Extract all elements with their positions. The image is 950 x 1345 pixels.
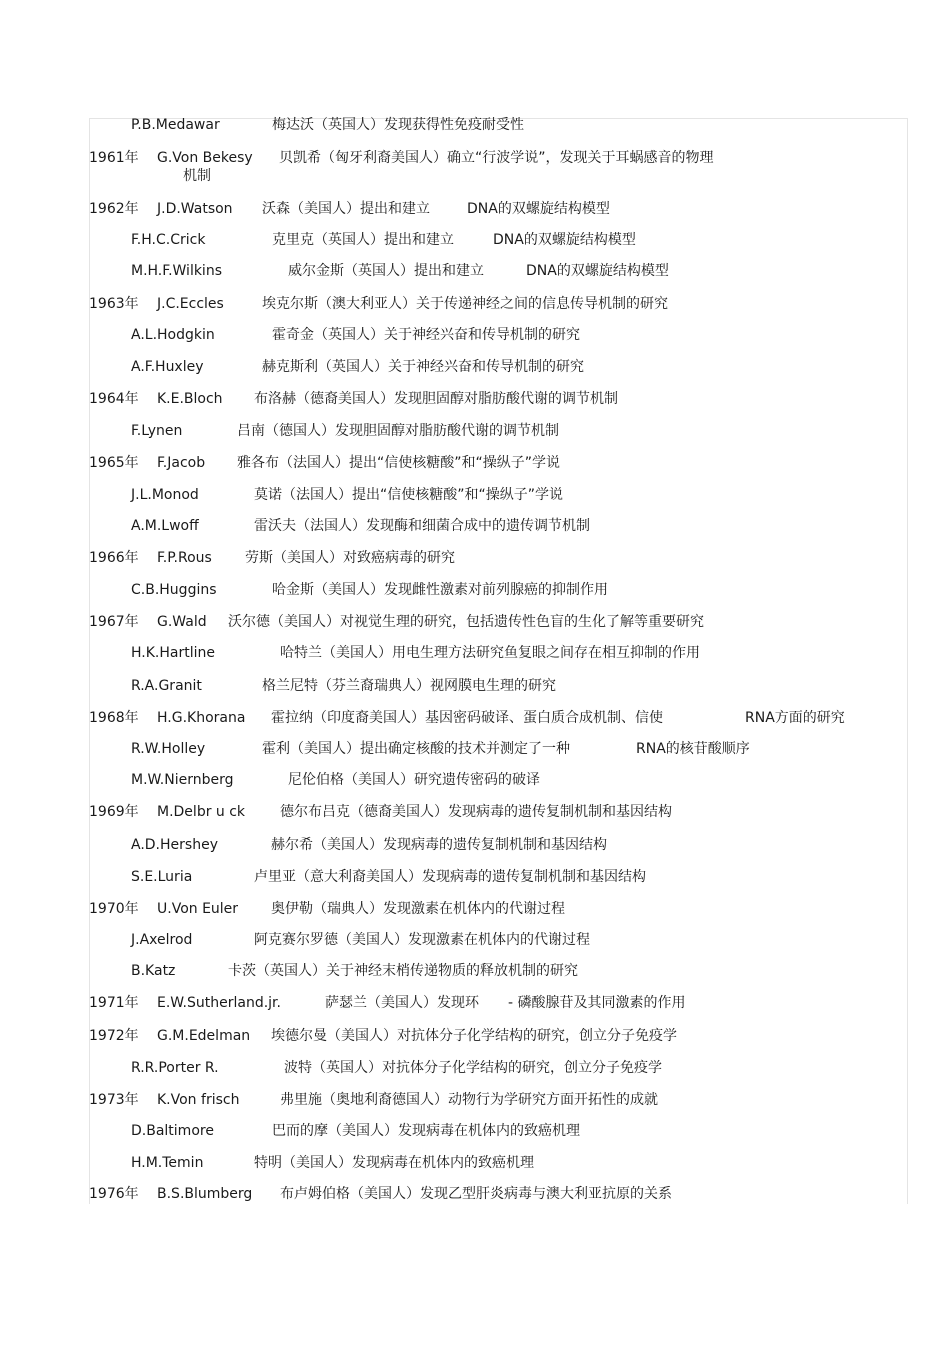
laureate-name: G.Wald	[157, 614, 207, 630]
entry-description: 埃德尔曼（美国人）对抗体分子化学结构的研究，创立分子免疫学	[271, 1028, 677, 1044]
entry-description: 雅各布（法国人）提出“信使核糖酸”和“操纵子”学说	[237, 455, 561, 471]
laureate-name: H.M.Temin	[131, 1155, 204, 1171]
entry-description: 萨瑟兰（美国人）发现环	[325, 995, 479, 1011]
laureate-name: A.D.Hershey	[131, 837, 218, 853]
entry-description: 卢里亚（意大利裔美国人）发现病毒的遗传复制机制和基因结构	[254, 869, 646, 885]
entry-year: 1973年	[89, 1092, 139, 1108]
entry-description: 劳斯（美国人）对致癌病毒的研究	[245, 550, 455, 566]
laureate-name: E.W.Sutherland.jr.	[157, 995, 281, 1011]
entry-description-tail: RNA方面的研究	[745, 710, 845, 726]
laureate-name: A.M.Lwoff	[131, 518, 199, 534]
entry-description: 奥伊勒（瑞典人）发现激素在机体内的代谢过程	[271, 901, 565, 917]
laureate-name: F.H.C.Crick	[131, 232, 206, 248]
entry-year: 1965年	[89, 455, 139, 471]
entry-description-tail: DNA的双螺旋结构模型	[467, 201, 610, 217]
entry-description: 霍奇金（英国人）关于神经兴奋和传导机制的研究	[272, 327, 580, 343]
entry-description: 哈金斯（美国人）发现雌性激素对前列腺癌的抑制作用	[272, 582, 608, 598]
entry-description: 特明（美国人）发现病毒在机体内的致癌机理	[254, 1155, 534, 1171]
entry-description: 雷沃夫（法国人）发现酶和细菌合成中的遗传调节机制	[254, 518, 590, 534]
entry-description: 霍利（美国人）提出确定核酸的技术并测定了一种	[262, 741, 570, 757]
laureate-name: G.Von Bekesy	[157, 150, 253, 166]
laureate-name: R.W.Holley	[131, 741, 206, 757]
entry-year: 1976年	[89, 1186, 139, 1202]
laureate-name: M.W.Niernberg	[131, 772, 234, 788]
entry-description: 波特（英国人）对抗体分子化学结构的研究，创立分子免疫学	[284, 1060, 662, 1076]
laureate-name: D.Baltimore	[131, 1123, 214, 1139]
entry-description-tail: DNA的双螺旋结构模型	[526, 263, 669, 279]
entry-description-tail: RNA的核苷酸顺序	[636, 741, 750, 757]
entry-description: 吕南（德国人）发现胆固醇对脂肪酸代谢的调节机制	[237, 423, 559, 439]
laureate-name: C.B.Huggins	[131, 582, 217, 598]
laureate-name: B.S.Blumberg	[157, 1186, 253, 1202]
laureate-name: M.Delbr u ck	[157, 804, 246, 820]
laureate-name: R.R.Porter R.	[131, 1060, 219, 1076]
laureate-name: H.G.Khorana	[157, 710, 246, 726]
laureate-name: H.K.Hartline	[131, 645, 215, 661]
entry-description: 贝凯希（匈牙利裔美国人）确立“行波学说”，发现关于耳蜗感音的物理	[279, 150, 714, 166]
entry-description: 布洛赫（德裔美国人）发现胆固醇对脂肪酸代谢的调节机制	[254, 391, 618, 407]
entry-year: 1970年	[89, 901, 139, 917]
laureate-name: J.L.Monod	[131, 487, 199, 503]
laureate-name: J.C.Eccles	[157, 296, 224, 312]
laureate-name: F.Lynen	[131, 423, 183, 439]
entry-description: 布卢姆伯格（美国人）发现乙型肝炎病毒与澳大利亚抗原的关系	[280, 1186, 672, 1202]
entry-year: 1963年	[89, 296, 139, 312]
laureate-name: F.P.Rous	[157, 550, 212, 566]
entry-description: 威尔金斯（英国人）提出和建立	[288, 263, 484, 279]
entry-year: 1966年	[89, 550, 139, 566]
entry-description: 沃森（美国人）提出和建立	[262, 201, 430, 217]
entry-description: 阿克赛尔罗德（美国人）发现激素在机体内的代谢过程	[254, 932, 590, 948]
entry-description: 德尔布吕克（德裔美国人）发现病毒的遗传复制机制和基因结构	[280, 804, 672, 820]
entry-description-continued: 机制	[183, 168, 211, 184]
entry-description-tail: DNA的双螺旋结构模型	[493, 232, 636, 248]
laureate-name: U.Von Euler	[157, 901, 239, 917]
laureate-name: A.F.Huxley	[131, 359, 204, 375]
entry-description: 沃尔德（美国人）对视觉生理的研究，包括遗传性色盲的生化了解等重要研究	[228, 614, 704, 630]
laureate-name: G.M.Edelman	[157, 1028, 251, 1044]
entry-description: 霍拉纳（印度裔美国人）基因密码破译、蛋白质合成机制、信使	[271, 710, 663, 726]
entry-description: 莫诺（法国人）提出“信使核糖酸”和“操纵子”学说	[254, 487, 564, 503]
laureate-name: P.B.Medawar	[131, 117, 220, 133]
entry-description-tail: - 磷酸腺苷及其同激素的作用	[508, 995, 686, 1011]
entry-year: 1962年	[89, 201, 139, 217]
laureate-name: R.A.Granit	[131, 678, 202, 694]
laureate-name: A.L.Hodgkin	[131, 327, 215, 343]
entry-description: 格兰尼特（芬兰裔瑞典人）视网膜电生理的研究	[262, 678, 556, 694]
entry-description: 卡茨（英国人）关于神经末梢传递物质的释放机制的研究	[228, 963, 578, 979]
laureate-name: K.Von frisch	[157, 1092, 240, 1108]
laureate-name: B.Katz	[131, 963, 176, 979]
entry-description: 巴而的摩（美国人）发现病毒在机体内的致癌机理	[272, 1123, 580, 1139]
entry-description: 埃克尔斯（澳大利亚人）关于传递神经之间的信息传导机制的研究	[262, 296, 668, 312]
laureate-name: S.E.Luria	[131, 869, 193, 885]
entry-year: 1972年	[89, 1028, 139, 1044]
entry-description: 赫尔希（美国人）发现病毒的遗传复制机制和基因结构	[271, 837, 607, 853]
entry-description: 弗里施（奥地利裔德国人）动物行为学研究方面开拓性的成就	[280, 1092, 658, 1108]
entry-description: 克里克（英国人）提出和建立	[272, 232, 454, 248]
entry-description: 尼伦伯格（美国人）研究遗传密码的破译	[288, 772, 540, 788]
entry-year: 1964年	[89, 391, 139, 407]
entry-description: 哈特兰（美国人）用电生理方法研究鱼复眼之间存在相互抑制的作用	[280, 645, 700, 661]
entry-year: 1971年	[89, 995, 139, 1011]
entry-description: 赫克斯利（英国人）关于神经兴奋和传导机制的研究	[262, 359, 584, 375]
laureate-name: K.E.Bloch	[157, 391, 223, 407]
laureate-name: J.Axelrod	[131, 932, 193, 948]
laureate-name: J.D.Watson	[157, 201, 233, 217]
entry-year: 1968年	[89, 710, 139, 726]
laureate-name: F.Jacob	[157, 455, 206, 471]
entry-year: 1969年	[89, 804, 139, 820]
entry-year: 1967年	[89, 614, 139, 630]
laureate-name: M.H.F.Wilkins	[131, 263, 222, 279]
entry-description: 梅达沃（英国人）发现获得性免疫耐受性	[272, 117, 524, 133]
entry-year: 1961年	[89, 150, 139, 166]
